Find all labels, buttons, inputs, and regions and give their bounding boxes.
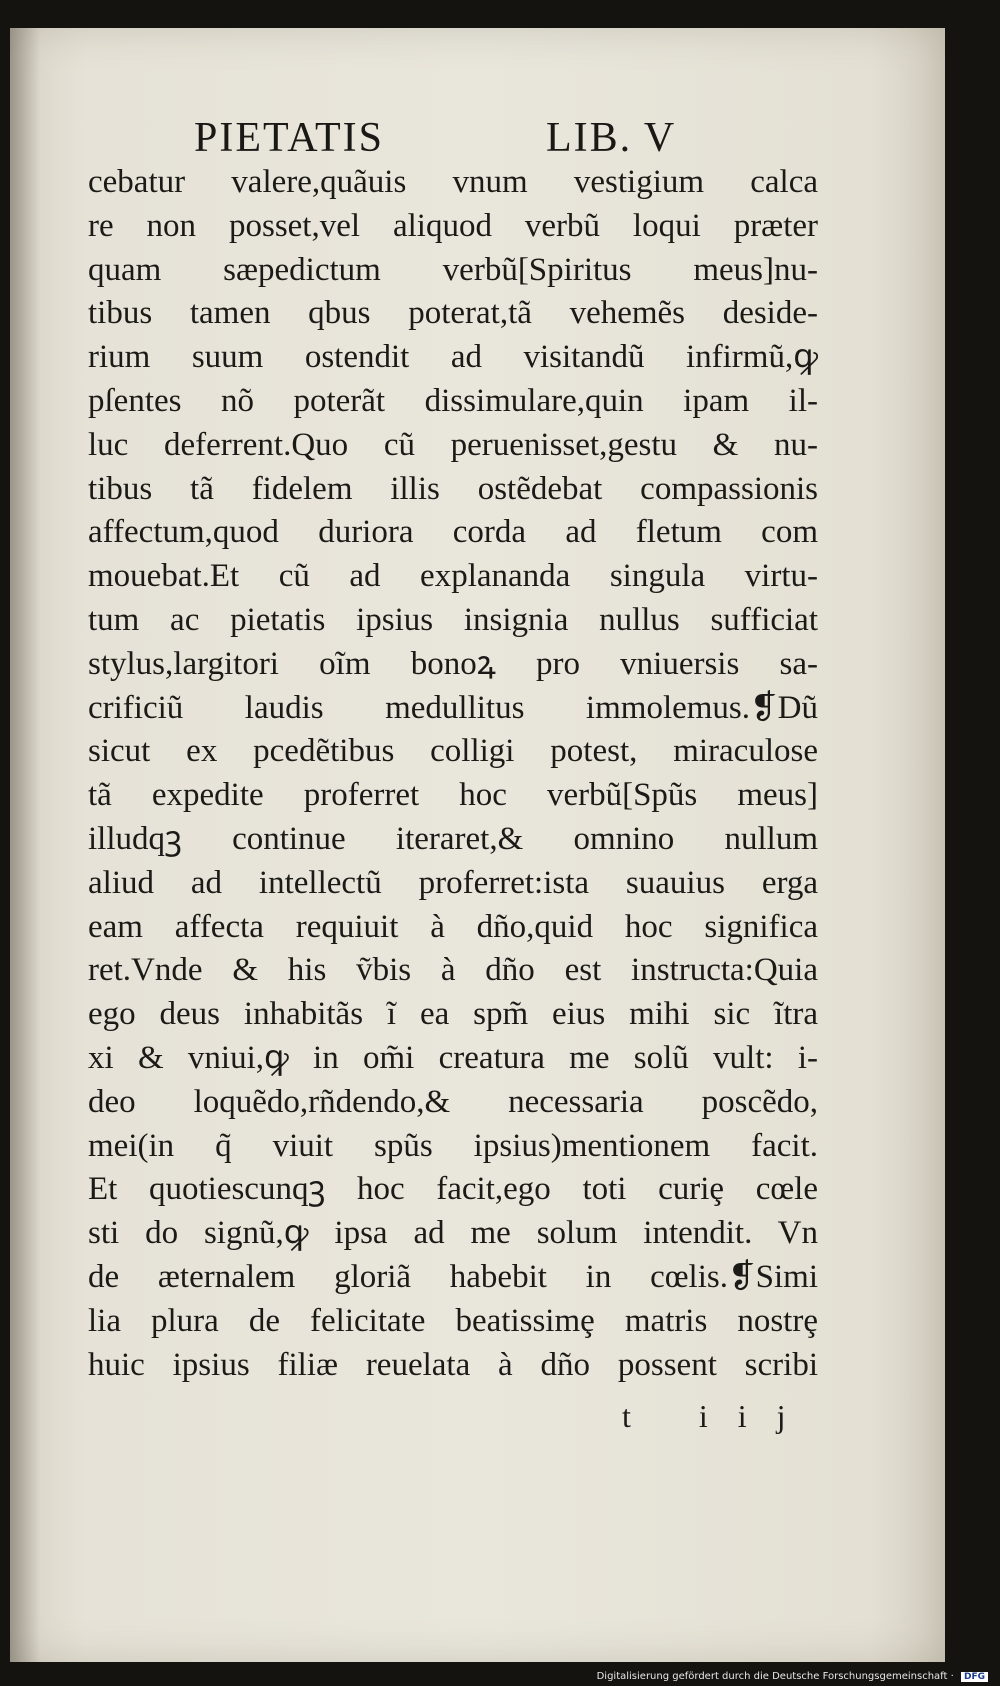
text-line: sicut ex pcedẽtibus colligi potest, miraculose [88, 733, 818, 770]
book-page [10, 28, 945, 1662]
text-line: tã expedite proferret hoc verbũ[Spũs meus] [88, 777, 818, 814]
credit-text: Digitalisierung gefördert durch die Deutsche Forschungsgemeinschaft · [596, 1671, 954, 1682]
text-line: pſentes nõ poterãt dissimulare,quin ipam il- [88, 382, 818, 419]
body-text [88, 161, 818, 1387]
book-number: LIB. V [546, 115, 677, 161]
digitization-credit [597, 1671, 988, 1682]
text-line: rium suum ostendit ad visitandũ infirmũ,ꝙ [88, 339, 818, 376]
text-line: stylus,largitori oĩm bonoꝝ pro vniuersis sa- [88, 645, 818, 682]
running-header [194, 114, 714, 164]
text-line: mouebat.Et cũ ad explananda singula virtu- [88, 558, 818, 595]
text-line: tibus tã fidelem illis ostẽdebat compassionis [88, 470, 818, 507]
text-line: eam affecta requiuit à dño,quid hoc significa [88, 908, 818, 945]
dfg-logo-icon: DFG [961, 1672, 988, 1682]
text-line: illudqꝫ continue iteraret,& omnino nullum [88, 820, 818, 857]
text-line: crificiũ laudis medullitus immolemus.❡Dũ [88, 689, 818, 726]
spine-shadow [10, 28, 40, 1662]
running-title: PIETATIS [194, 115, 384, 161]
text-line: ego deus inhabitãs ĩ ea spm̃ eius mihi sic ĩtra [88, 996, 818, 1033]
text-line: affectum,quod duriora corda ad fletum com [88, 514, 818, 551]
text-line: tum ac pietatis ipsius insignia nullus sufficiat [88, 601, 818, 638]
text-line: tibus tamen qbus poterat,tã vehemẽs deside- [88, 295, 818, 332]
text-line: huic ipsius filiæ reuelata à dño possent scribi [88, 1346, 818, 1383]
text-line: mei(in q̃ viuit spũs ipsius)mentionem facit. [88, 1127, 818, 1164]
text-line: luc deferrent.Quo cũ peruenisset,gestu & nu- [88, 426, 818, 463]
text-line: quam sæpedictum verbũ[Spiritus meus]nu- [88, 251, 818, 288]
text-line: xi & vniui,ꝙ in om̃i creatura me solũ vult: i- [88, 1039, 818, 1076]
text-line: sti do signũ,ꝙ ipsa ad me solum intendit. Vn [88, 1215, 818, 1252]
text-line: de æternalem gloriã habebit in cœlis.❡Simi [88, 1258, 818, 1295]
text-line: re non posset,vel aliquod verbũ loqui præter [88, 207, 818, 244]
text-line: cebatur valere,quãuis vnum vestigium calca [88, 164, 818, 200]
text-line: deo loquẽdo,rñdendo,& necessaria poscẽdo, [88, 1083, 818, 1120]
text-line: Et quotiescunqꝫ hoc facit,ego toti curiȩ cœle [88, 1171, 818, 1208]
text-line: lia plura de felicitate beatissimȩ matris nostrȩ [88, 1302, 818, 1339]
text-line: ret.Vnde & his ṽbis à dño est instructa:Quia [88, 952, 818, 989]
text-line: aliud ad intellectũ proferret:ista suauius erga [88, 864, 818, 901]
signature-mark: t iij [622, 1398, 816, 1434]
